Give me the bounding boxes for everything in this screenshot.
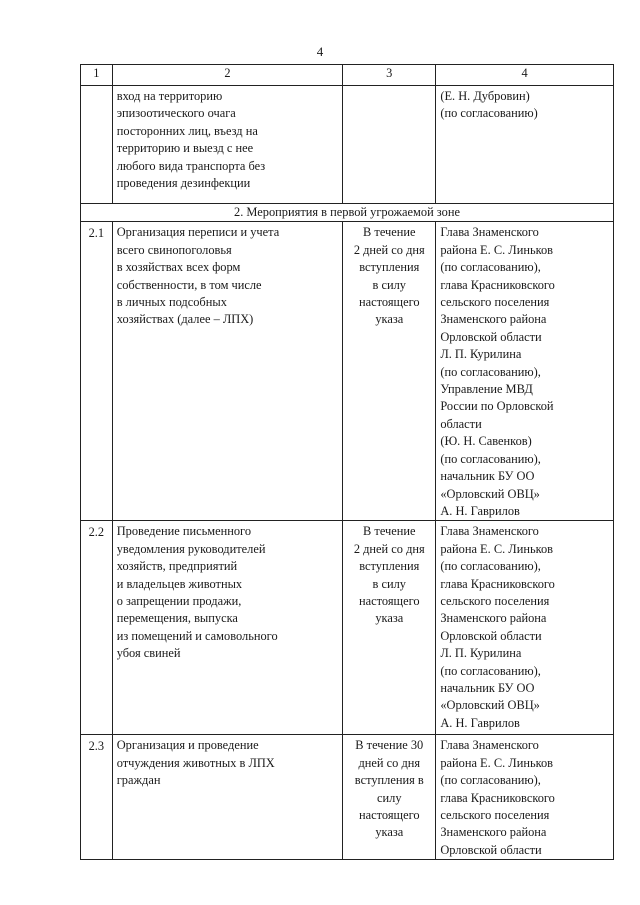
measure-description <box>112 735 343 860</box>
measure-responsible <box>436 521 614 735</box>
text-line: силу <box>377 790 402 805</box>
measure-description <box>112 521 343 735</box>
text-line: указа <box>375 312 404 327</box>
text-line: района Е. С. Линьков <box>440 242 554 257</box>
text-line: России по Орловской <box>440 399 554 414</box>
text-line: посторонних лиц, въезд на <box>116 123 258 138</box>
text-line: Знаменского района <box>440 825 547 840</box>
text-line: и владельцев животных <box>116 576 243 591</box>
text-line: глава Красниковского <box>440 277 555 292</box>
measure-description <box>112 222 343 521</box>
table-row <box>81 521 614 735</box>
column-number: 1 <box>81 65 113 86</box>
row-number: 2.1 <box>81 222 113 521</box>
measure-term <box>343 521 436 735</box>
text-line: «Орловский ОВЦ» <box>440 698 540 713</box>
measure-term <box>343 222 436 521</box>
text-line: Л. П. Курилина <box>440 347 522 362</box>
text-line: собственности, в том числе <box>116 277 262 292</box>
text-line: А. Н. Гаврилов <box>440 503 520 518</box>
table-row <box>81 735 614 860</box>
text-line: В течение <box>363 225 416 240</box>
text-line: Глава Знаменского <box>440 738 539 753</box>
text-line: глава Красниковского <box>440 790 555 805</box>
text-line: Знаменского района <box>440 312 547 327</box>
column-number: 2 <box>112 65 343 86</box>
text-line: хозяйствах (далее – ЛПХ) <box>116 312 254 327</box>
text-line: Управление МВД <box>440 382 533 397</box>
text-line: А. Н. Гаврилов <box>440 715 520 730</box>
text-line: Организация и проведение <box>116 738 259 753</box>
page-number: 4 <box>316 44 324 59</box>
text-line: о запрещении продажи, <box>116 593 242 608</box>
text-line: «Орловский ОВЦ» <box>440 486 540 501</box>
text-line: Орловской области <box>440 628 542 643</box>
text-line: (Е. Н. Дубровин) <box>440 89 530 103</box>
text-line: В течение 30 <box>355 738 424 753</box>
text-line: Знаменского района <box>440 611 547 626</box>
measure-description <box>112 86 343 204</box>
text-line: Орловской области <box>440 329 542 344</box>
text-line: (Ю. Н. Савенков) <box>440 434 532 449</box>
text-line: любого вида транспорта без <box>116 158 266 173</box>
table-row-continuation <box>81 86 614 204</box>
column-number: 3 <box>343 65 436 86</box>
text-line: из помещений и самовольного <box>116 628 278 643</box>
measure-responsible <box>436 735 614 860</box>
row-number: 2.3 <box>81 735 113 860</box>
row-number: 2.2 <box>81 521 113 735</box>
text-line: Организация переписи и учета <box>116 225 280 240</box>
text-line: (по согласованию), <box>440 773 541 788</box>
text-line: района Е. С. Линьков <box>440 541 554 556</box>
text-line: в силу <box>372 277 407 292</box>
text-line: вступления <box>359 260 420 275</box>
text-line: отчуждения животных в ЛПХ <box>116 755 275 770</box>
section-title: 2. Мероприятия в первой угрожаемой зоне <box>81 204 614 222</box>
text-line: сельского поселения <box>440 593 550 608</box>
text-line: территорию и выезд с нее <box>116 141 254 156</box>
text-line: В течение <box>363 524 416 539</box>
text-line: (по согласованию), <box>440 663 541 678</box>
text-line: области <box>440 416 482 431</box>
text-line: 2 дней со дня <box>353 541 425 556</box>
measure-responsible <box>436 222 614 521</box>
text-line: Орловской области <box>440 842 542 857</box>
text-line: убоя свиней <box>116 646 181 661</box>
text-line: в силу <box>372 576 407 591</box>
text-line: глава Красниковского <box>440 576 555 591</box>
text-line: дней со дня <box>358 755 421 770</box>
text-line: района Е. С. Линьков <box>440 755 554 770</box>
row-number <box>81 86 113 204</box>
text-line: эпизоотического очага <box>116 106 236 121</box>
text-line: вход на территорию <box>116 89 223 103</box>
text-line: сельского поселения <box>440 807 550 822</box>
section-row <box>81 204 614 222</box>
text-line: (по согласованию) <box>440 106 538 121</box>
text-line: настоящего <box>359 593 420 608</box>
table-row <box>81 222 614 521</box>
text-line: (по согласованию), <box>440 559 541 574</box>
text-line: уведомления руководителей <box>116 541 266 556</box>
text-line: настоящего <box>359 295 420 310</box>
text-line: граждан <box>116 773 161 788</box>
text-line: Глава Знаменского <box>440 225 539 240</box>
text-line: указа <box>375 611 404 626</box>
text-line: Проведение письменного <box>116 524 252 539</box>
text-line: вступления <box>359 559 420 574</box>
measures-table <box>80 64 614 860</box>
text-line: сельского поселения <box>440 295 550 310</box>
text-line: Л. П. Курилина <box>440 646 522 661</box>
text-line: (по согласованию), <box>440 364 541 379</box>
measure-responsible <box>436 86 614 204</box>
measure-term <box>343 735 436 860</box>
text-line: (по согласованию), <box>440 260 541 275</box>
column-number: 4 <box>436 65 614 86</box>
text-line: перемещения, выпуска <box>116 611 238 626</box>
text-line: хозяйств, предприятий <box>116 559 238 574</box>
text-line: начальник БУ ОО <box>440 469 535 484</box>
text-line: Глава Знаменского <box>440 524 539 539</box>
text-line: настоящего <box>359 807 420 822</box>
column-number-row <box>81 65 614 86</box>
text-line: в хозяйствах всех форм <box>116 260 241 275</box>
text-line: 2 дней со дня <box>353 242 425 257</box>
text-line: (по согласованию), <box>440 451 541 466</box>
text-line: вступления в <box>354 773 424 788</box>
measure-term <box>343 86 436 204</box>
text-line: начальник БУ ОО <box>440 680 535 695</box>
text-line: всего свинопоголовья <box>116 242 232 257</box>
text-line: в личных подсобных <box>116 295 227 310</box>
text-line: указа <box>375 825 404 840</box>
text-line: проведения дезинфекции <box>116 176 251 191</box>
